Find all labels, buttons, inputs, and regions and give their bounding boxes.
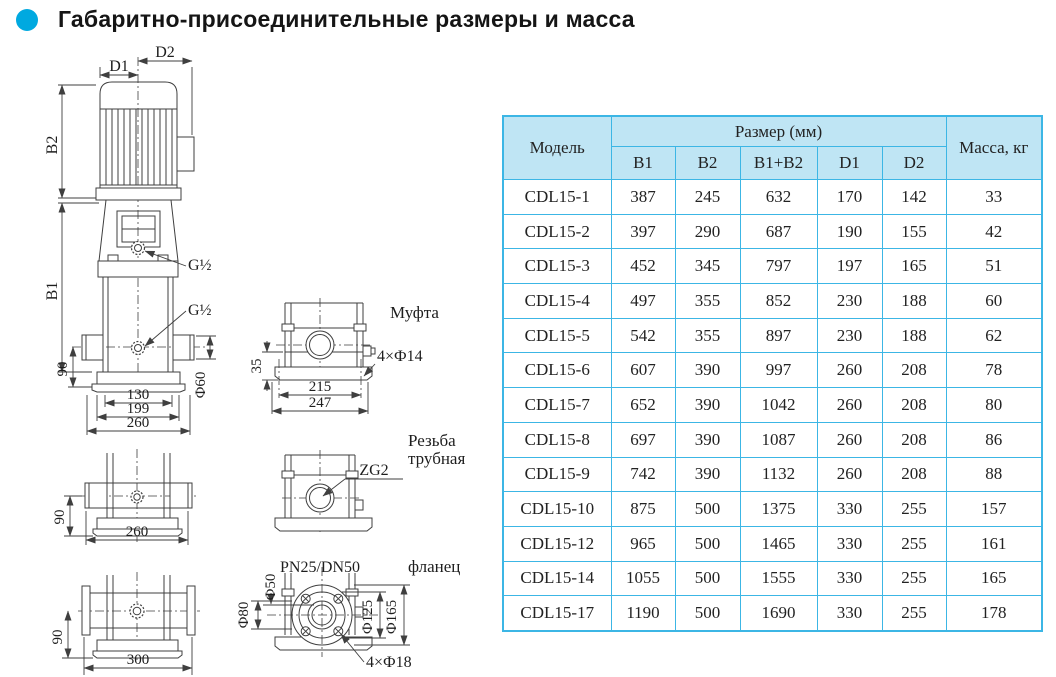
port-label-g-bottom: G½ (188, 302, 212, 319)
flange-title: фланец (408, 557, 461, 576)
cell-d1: 330 (817, 492, 882, 527)
header-mass: Масса, кг (946, 116, 1042, 180)
cell-d1: 260 (817, 388, 882, 423)
cell-b2: 390 (675, 388, 740, 423)
dim-label-90: 90 (55, 361, 71, 377)
coupling-view (249, 298, 439, 414)
page-header (16, 6, 635, 33)
dim-label-dia125: Ф125 (360, 599, 376, 635)
bottom-view-plug (130, 604, 144, 618)
cell-d2: 208 (882, 457, 946, 492)
cell-b1b2: 797 (740, 249, 817, 284)
cell-b1b2: 1375 (740, 492, 817, 527)
cell-model: CDL15-4 (503, 284, 611, 319)
dim-label-260: 260 (126, 415, 150, 431)
cell-mass: 42 (946, 214, 1042, 249)
cell-b1b2: 1555 (740, 561, 817, 596)
cell-d2: 142 (882, 180, 946, 215)
cell-d2: 208 (882, 388, 946, 423)
table-row (503, 457, 1042, 492)
thread-note-line2: трубная (408, 449, 466, 468)
header-d2: D2 (882, 147, 946, 180)
bullet-icon (16, 9, 38, 31)
cell-d2: 255 (882, 492, 946, 527)
cell-model: CDL15-14 (503, 561, 611, 596)
cell-d1: 230 (817, 284, 882, 319)
cell-d1: 260 (817, 457, 882, 492)
cell-b1: 397 (611, 214, 675, 249)
cell-b2: 355 (675, 284, 740, 319)
cell-b1: 1190 (611, 596, 675, 631)
pump-base (97, 372, 180, 384)
dim-label-dia80: Ф80 (236, 601, 252, 629)
cell-b2: 390 (675, 457, 740, 492)
cell-b2: 390 (675, 422, 740, 457)
dim-label-bottom-300: 300 (126, 652, 150, 668)
dim-label-d1: D1 (109, 58, 129, 75)
cell-mass: 62 (946, 318, 1042, 353)
middle-pump-view (52, 449, 198, 545)
cell-d1: 330 (817, 561, 882, 596)
table-row (503, 180, 1042, 215)
pump-head (98, 261, 178, 277)
cell-mass: 88 (946, 457, 1042, 492)
thread-label: ZG2 (359, 462, 389, 479)
pump-technical-drawing (20, 45, 500, 677)
cell-model: CDL15-12 (503, 526, 611, 561)
table-row (503, 492, 1042, 527)
header-b1: B1 (611, 147, 675, 180)
dim-label-b2: B2 (44, 135, 61, 155)
coupling-port (306, 331, 334, 359)
cell-d2: 208 (882, 353, 946, 388)
cell-model: CDL15-6 (503, 353, 611, 388)
cell-b1: 1055 (611, 561, 675, 596)
cell-mass: 161 (946, 526, 1042, 561)
suction-port (82, 335, 103, 360)
drain-plug-top (132, 242, 145, 255)
table-row (503, 388, 1042, 423)
cell-b2: 500 (675, 492, 740, 527)
dim-label-dia60: Ф60 (193, 371, 209, 399)
cell-b1b2: 1690 (740, 596, 817, 631)
dim-label-dia165: Ф165 (384, 599, 400, 635)
cell-d2: 188 (882, 284, 946, 319)
cell-d1: 330 (817, 526, 882, 561)
cell-model: CDL15-9 (503, 457, 611, 492)
table-row (503, 596, 1042, 631)
thread-note-line1: Резьба (408, 431, 456, 450)
dim-label-bottom-90: 90 (50, 629, 66, 645)
cell-b1b2: 632 (740, 180, 817, 215)
cell-mass: 80 (946, 388, 1042, 423)
thread-base (275, 518, 372, 531)
cell-d2: 165 (882, 249, 946, 284)
dim-label-dia50: Ф50 (263, 573, 279, 601)
cell-b1: 387 (611, 180, 675, 215)
cell-mass: 51 (946, 249, 1042, 284)
cell-b2: 245 (675, 180, 740, 215)
dim-label-215: 215 (308, 379, 332, 395)
dim-label-130: 130 (126, 387, 150, 403)
bottom-pump-view (50, 572, 200, 675)
cell-b1b2: 1042 (740, 388, 817, 423)
cell-d1: 330 (817, 596, 882, 631)
cell-b2: 290 (675, 214, 740, 249)
cell-b1: 497 (611, 284, 675, 319)
cell-b2: 500 (675, 561, 740, 596)
cell-model: CDL15-8 (503, 422, 611, 457)
cell-d1: 170 (817, 180, 882, 215)
cell-b2: 355 (675, 318, 740, 353)
header-model: Модель (503, 116, 611, 180)
cell-b1b2: 1465 (740, 526, 817, 561)
cell-mass: 86 (946, 422, 1042, 457)
dimensions-table (502, 115, 1043, 632)
dim-label-mid-260: 260 (125, 524, 149, 540)
dim-label-d2: D2 (155, 45, 175, 61)
cell-mass: 165 (946, 561, 1042, 596)
cell-d2: 155 (882, 214, 946, 249)
cell-mass: 178 (946, 596, 1042, 631)
table-row (503, 214, 1042, 249)
cell-b1b2: 897 (740, 318, 817, 353)
thread-view (275, 431, 465, 535)
table-body (503, 180, 1042, 631)
coupling-holes-label: 4×Ф14 (377, 348, 423, 365)
cell-mass: 78 (946, 353, 1042, 388)
cell-mass: 157 (946, 492, 1042, 527)
cell-b2: 390 (675, 353, 740, 388)
cell-model: CDL15-2 (503, 214, 611, 249)
cell-d2: 255 (882, 561, 946, 596)
header-size: Размер (мм) (611, 116, 946, 147)
discharge-port (173, 335, 194, 360)
header-b2: B2 (675, 147, 740, 180)
cell-b1b2: 852 (740, 284, 817, 319)
flange-holes-label: 4×Ф18 (366, 654, 412, 671)
cell-d1: 230 (817, 318, 882, 353)
cell-b1: 607 (611, 353, 675, 388)
cell-model: CDL15-7 (503, 388, 611, 423)
mid-view-plug (131, 491, 143, 503)
cell-b1b2: 997 (740, 353, 817, 388)
cell-b1: 542 (611, 318, 675, 353)
cell-mass: 60 (946, 284, 1042, 319)
cell-b2: 345 (675, 249, 740, 284)
cell-d1: 260 (817, 422, 882, 457)
motor-flange (96, 188, 181, 200)
cell-b1: 875 (611, 492, 675, 527)
cell-b2: 500 (675, 596, 740, 631)
cell-d2: 188 (882, 318, 946, 353)
cell-d1: 197 (817, 249, 882, 284)
dim-label-247: 247 (308, 395, 332, 411)
thread-port (306, 484, 334, 512)
cell-d2: 208 (882, 422, 946, 457)
cell-b1b2: 1087 (740, 422, 817, 457)
cell-b1: 697 (611, 422, 675, 457)
motor-fins (106, 109, 172, 185)
dim-label-35: 35 (249, 358, 265, 374)
table-row (503, 353, 1042, 388)
header-b1b2: B1+B2 (740, 147, 817, 180)
cell-b1: 652 (611, 388, 675, 423)
cell-b1: 965 (611, 526, 675, 561)
cell-b1: 742 (611, 457, 675, 492)
cell-model: CDL15-1 (503, 180, 611, 215)
flange-spec: PN25/DN50 (279, 559, 361, 576)
table-row (503, 284, 1042, 319)
main-pump-view (44, 45, 216, 435)
cell-b1b2: 687 (740, 214, 817, 249)
cell-d1: 190 (817, 214, 882, 249)
cell-d2: 255 (882, 526, 946, 561)
table-row (503, 422, 1042, 457)
drain-plug-bottom (132, 342, 145, 355)
dim-label-b1: B1 (44, 281, 61, 301)
coupling-title: Муфта (390, 303, 439, 322)
page-title: Габаритно-присоединительные размеры и масса (58, 6, 635, 32)
table-header (503, 116, 1042, 180)
terminal-box (177, 137, 194, 171)
left-flange-plate (82, 586, 90, 635)
table-row (503, 318, 1042, 353)
flange-view (236, 557, 460, 671)
right-flange-plate (187, 586, 195, 635)
table-row (503, 561, 1042, 596)
header-d1: D1 (817, 147, 882, 180)
cell-model: CDL15-10 (503, 492, 611, 527)
table-row (503, 249, 1042, 284)
cell-b1b2: 1132 (740, 457, 817, 492)
cell-mass: 33 (946, 180, 1042, 215)
cell-model: CDL15-5 (503, 318, 611, 353)
cell-model: CDL15-17 (503, 596, 611, 631)
cell-model: CDL15-3 (503, 249, 611, 284)
cell-d2: 255 (882, 596, 946, 631)
dim-label-mid-90: 90 (52, 509, 68, 525)
dim-label-199: 199 (126, 401, 150, 417)
cell-b2: 500 (675, 526, 740, 561)
cell-b1: 452 (611, 249, 675, 284)
cell-d1: 260 (817, 353, 882, 388)
table-row (503, 526, 1042, 561)
port-label-g-top: G½ (188, 257, 212, 274)
